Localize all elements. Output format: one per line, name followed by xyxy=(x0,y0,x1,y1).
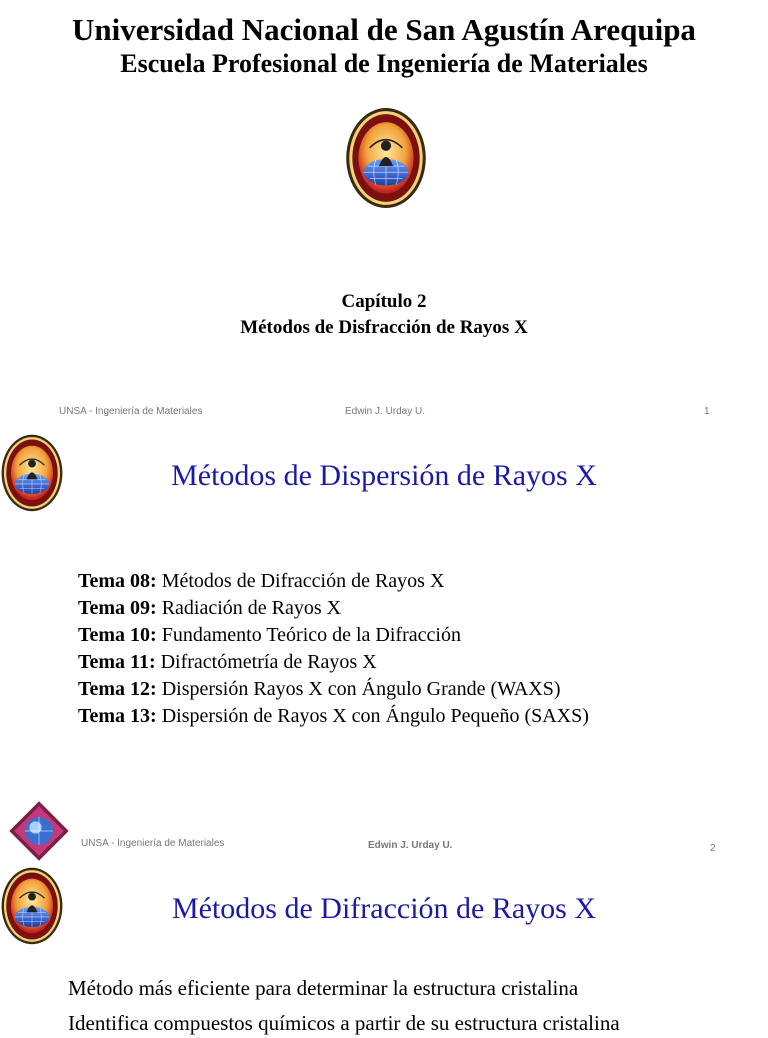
topic-text: Dispersión Rayos X con Ángulo Grande (WAXS) xyxy=(156,678,561,700)
topic-text: Métodos de Difracción de Rayos X xyxy=(156,570,445,592)
topic-list xyxy=(78,568,589,730)
topic-item xyxy=(78,676,589,703)
topic-key: Tema 08: xyxy=(78,570,157,592)
university-name: Universidad Nacional de San Agustín Arequipa xyxy=(72,12,696,47)
slide3-title: Métodos de Difracción de Rayos X xyxy=(171,892,597,925)
footer-left-2: UNSA - Ingeniería de Materiales xyxy=(81,838,225,849)
topic-text: Difractómetría de Rayos X xyxy=(155,651,377,673)
faculty-diamond-logo xyxy=(2,796,76,866)
slide2-title: Métodos de Dispersión de Rayos X xyxy=(171,459,597,492)
topic-text: Fundamento Teórico de la Difracción xyxy=(156,624,461,646)
topic-item xyxy=(78,649,589,676)
footer-author-2: Edwin J. Urday U. xyxy=(368,840,453,851)
topic-key: Tema 11: xyxy=(78,651,156,673)
chapter-title: Métodos de Disfracción de Rayos X xyxy=(240,317,528,338)
topic-text: Dispersión de Rayos X con Ángulo Pequeño (SAXS) xyxy=(156,705,589,727)
topic-key: Tema 10: xyxy=(78,624,157,646)
topic-key: Tema 12: xyxy=(78,678,157,700)
topic-key: Tema 13: xyxy=(78,705,157,727)
topic-key: Tema 09: xyxy=(78,597,157,619)
topic-item xyxy=(78,703,589,730)
footer-page-1: 1 xyxy=(704,406,710,417)
topic-item xyxy=(78,622,589,649)
school-name: Escuela Profesional de Ingeniería de Materiales xyxy=(120,49,648,78)
chapter-number: Capítulo 2 xyxy=(341,291,427,312)
footer-left-1: UNSA - Ingeniería de Materiales xyxy=(59,406,203,417)
topic-item xyxy=(78,595,589,622)
topic-item xyxy=(78,568,589,595)
slide3-line-2: Identifica compuestos químicos a partir de su estructura cristalina xyxy=(68,1011,620,1035)
slide3-line-1: Método más eficiente para determinar la estructura cristalina xyxy=(68,976,579,1000)
footer-page-2: 2 xyxy=(710,843,716,854)
university-seal-logo xyxy=(344,107,428,209)
topic-text: Radiación de Rayos X xyxy=(156,597,342,619)
footer-author-1: Edwin J. Urday U. xyxy=(345,406,426,417)
